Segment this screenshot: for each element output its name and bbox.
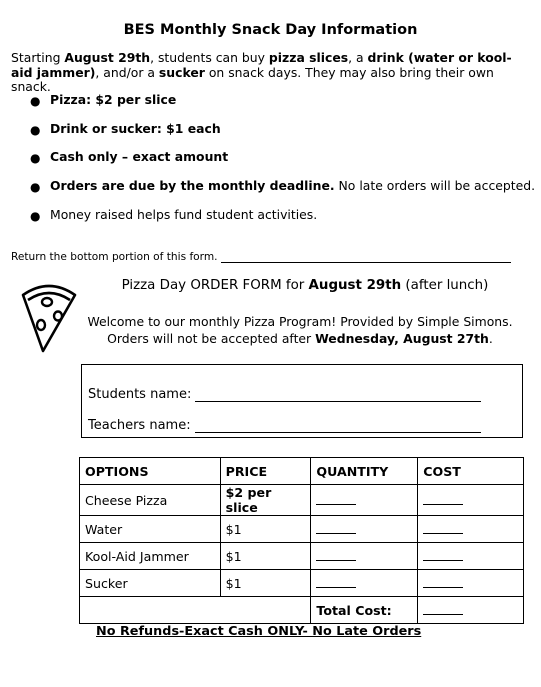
header-cost: COST (418, 458, 524, 485)
table-row: Kool-Aid Jammer $1 (80, 543, 524, 570)
intro-date: August 29th (64, 50, 151, 65)
total-row (80, 597, 524, 624)
quantity-field[interactable] (316, 551, 356, 561)
table-row: Cheese Pizza $2 per slice (80, 485, 524, 516)
student-name-field[interactable] (195, 389, 481, 402)
bullet-fundraising: ● Money raised helps fund student activities. (30, 206, 318, 223)
header-price: PRICE (220, 458, 311, 485)
quantity-field[interactable] (316, 578, 356, 588)
order-form-heading: Pizza Day ORDER FORM for August 29th (after lunch) (121, 278, 489, 293)
name-box (81, 364, 523, 438)
teacher-name-label: Teachers name: (88, 418, 191, 433)
bullet-deadline: ● Orders are due by the monthly deadline. No late orders will be accepted. (30, 178, 536, 195)
page-title: BES Monthly Snack Day Information (123, 22, 418, 38)
cost-field[interactable] (423, 551, 463, 561)
cut-line (221, 252, 511, 263)
total-cost-field[interactable] (423, 605, 463, 615)
header-quantity: QUANTITY (311, 458, 418, 485)
bullet-icon: ● (30, 208, 41, 223)
info-bullet-list (30, 92, 535, 235)
bullet-cash-only: ● Cash only – exact amount (30, 149, 229, 166)
bullet-icon: ● (30, 180, 41, 195)
bullet-icon: ● (30, 151, 41, 166)
return-instruction: Return the bottom portion of this form. (11, 251, 511, 263)
intro-item-drink: drink (water or kool-aid jammer) (11, 50, 512, 80)
pizza-slice-icon (19, 281, 79, 353)
intro-paragraph: Starting August 29th, students can buy pizza slices, a drink (water or kool-aid jammer), and/or a sucker on snack days. They may also bring their own snack. (11, 50, 512, 94)
student-name-row (88, 387, 481, 402)
intro-item-sucker: sucker (158, 64, 205, 80)
footer-notice: No Refunds-Exact Cash ONLY- No Late Orders (96, 624, 422, 639)
order-deadline: Wednesday, August 27th (315, 331, 489, 346)
teacher-name-field[interactable] (195, 420, 481, 433)
quantity-field[interactable] (316, 495, 356, 505)
bullet-icon: ● (30, 122, 41, 137)
table-header-row (80, 458, 524, 485)
bullet-drink-price: ● Drink or sucker: $1 each (30, 120, 221, 137)
intro-item-pizza: pizza slices (268, 50, 349, 65)
welcome-text: Welcome to our monthly Pizza Program! Provided by Simple Simons. Orders will not be accepted after Wednesday, August 27th. (87, 314, 513, 346)
bullet-pizza-price: ● Pizza: $2 per slice (30, 92, 177, 108)
cost-field[interactable] (423, 495, 463, 505)
table-row: Sucker $1 (80, 570, 524, 597)
quantity-field[interactable] (316, 524, 356, 534)
bullet-icon: ● (30, 94, 41, 108)
header-options: OPTIONS (80, 458, 221, 485)
total-cost-label: Total Cost: (311, 597, 418, 624)
teacher-name-row (88, 418, 481, 433)
order-table (79, 457, 524, 624)
cost-field[interactable] (423, 524, 463, 534)
table-row: Water $1 (80, 516, 524, 543)
student-name-label: Students name: (88, 387, 192, 402)
cost-field[interactable] (423, 578, 463, 588)
